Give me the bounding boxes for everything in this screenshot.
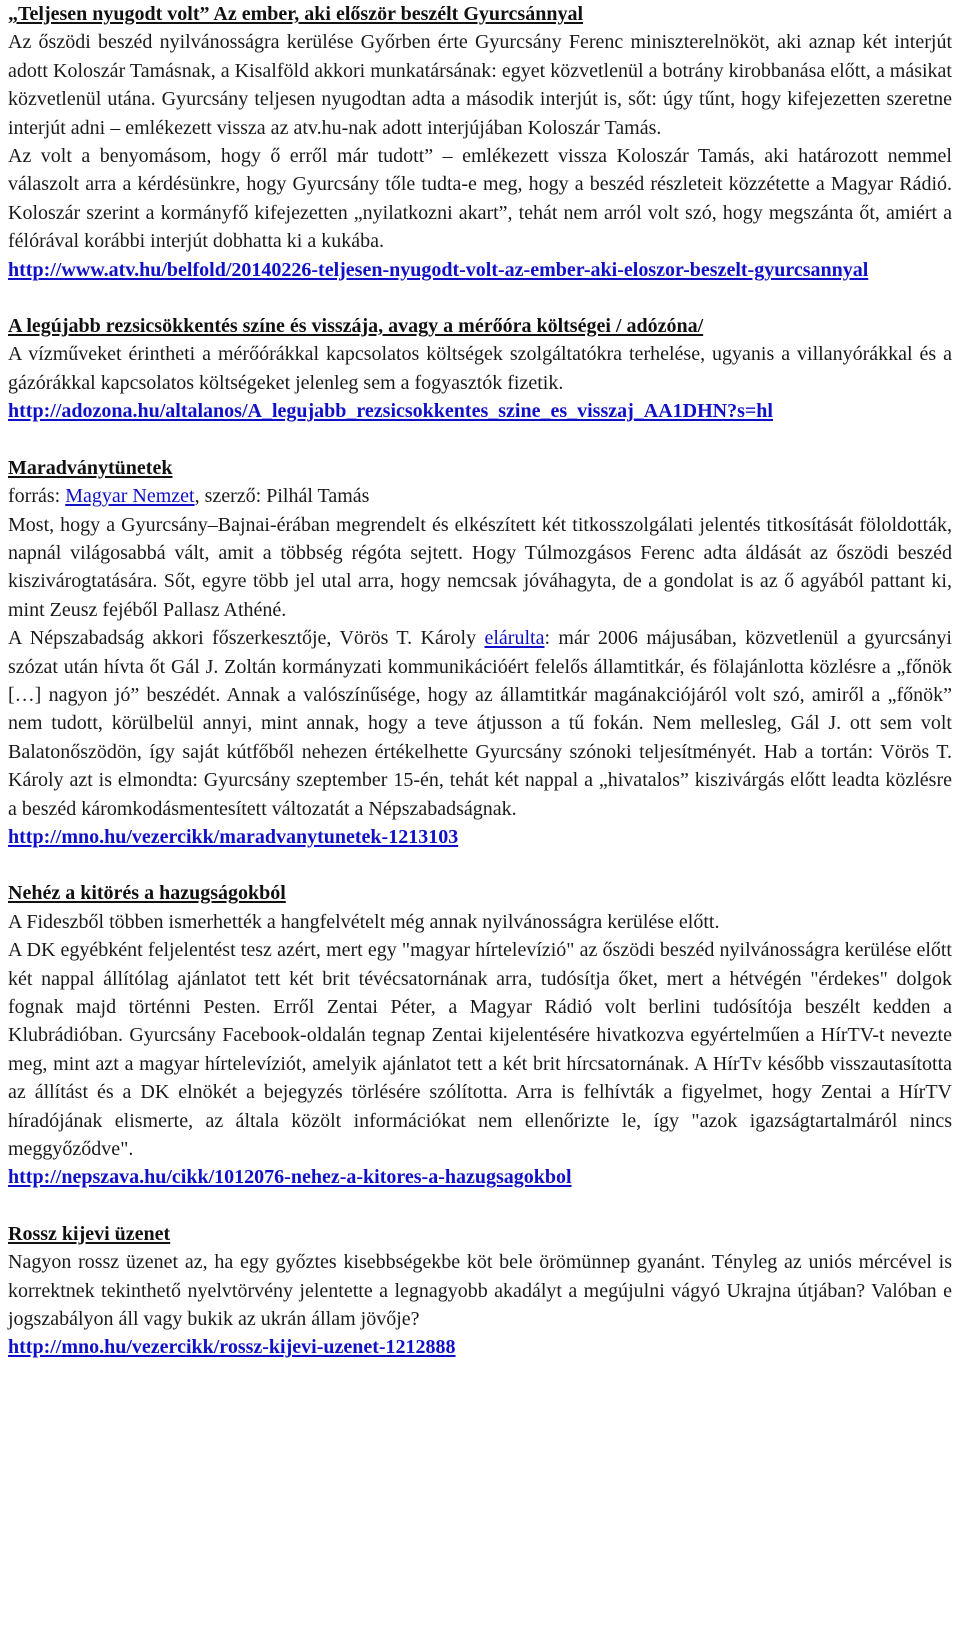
article-source-link[interactable]: http://adozona.hu/altalanos/A_legujabb_rezsicsokkentes_szine_es_visszaj_AA1DHN?s=hl [8,400,773,423]
article-title: „Teljesen nyugodt volt” Az ember, aki először beszélt Gyurcsánnyal [8,3,583,25]
article-paragraph: A DK egyébként feljelentést tesz azért, mert egy "magyar hírtelevízió" az őszödi beszéd nyilvánosságra kerülése előtt két nappal állítólag ajánlatot tett két brit tévécsatornának arra, tudósítja őket, mert a hétvégén "érdekes" dolgok fognak majd történni Pesten. Erről Zentai Péter, a Magyar Rádió volt berlini tudósítója beszélt kedden a Klubrádióban. Gyurcsány Facebook-oldalán tegnap Zentai kijelentésére hivatkozva egyértelműen a HírTV-t nevezte meg, mint azt a magyar hírtelevíziót, amelyik ajánlatot tett a két brit hírcsatornának. A HírTv később visszautasította az állítást és a DK elnökét a bejegyzés törlésére szólította. Arra is felhívták a figyelmet, hogy Zentai a HírTV híradójának elismerte, az általa közölt információkat nem ellenőrizte le, így "azok igazságtartalmáról nincs meggyőződve". [8,939,952,1161]
source-link-magyar-nemzet[interactable]: Magyar Nemzet [65,485,195,508]
article-paragraph: Az őszödi beszéd nyilvánosságra kerülése Győrben érte Gyurcsány Ferenc miniszterelnököt, aki aznap két interjút adott Koloszár Tamásnak, a Kisalföld akkori munkatársának: egyet közvetlenül a botrány kirobbanása előtt, a másikat közvetlenül utána. Gyurcsány teljesen nyugodtan adta a második interjút is, sőt: úgy tűnt, hogy kifejezetten szeretne interjút adni – emlékezett vissza az atv.hu-nak adott interjújában Koloszár Tamás. [8,31,952,139]
article-rossz-kijevi-uzenet [8,1220,952,1362]
article-source-line [8,482,952,510]
article-paragraph: A vízműveket érintheti a mérőórákkal kapcsolatos költségek szolgáltatókra terhelése, ugyanis a villanyórákkal és a gázórákkal kapcsolatos költségeket jelenleg sem a fogyasztók fizetik. [8,343,952,394]
article-rezsicsokkentes [8,312,952,426]
article-gyurcsany-interview [8,0,952,284]
article-title: Maradványtünetek [8,456,173,479]
article-title: Rossz kijevi üzenet [8,1222,171,1245]
article-source-link[interactable]: http://nepszava.hu/cikk/1012076-nehez-a-kitores-a-hazugsagokbol [8,1166,572,1189]
article-source-link[interactable]: http://www.atv.hu/belfold/20140226-teljesen-nyugodt-volt-az-ember-aki-eloszor-beszelt-gyurcsannyal [8,258,869,281]
article-maradvanytunetek [8,454,952,852]
article-title: A legújabb rezsicsökkentés színe és visszája, avagy a mérőóra költségei / adózóna/ [8,315,704,338]
article-paragraph: Az volt a benyomásom, hogy ő erről már tudott” – emlékezett vissza Koloszár Tamás, aki határozott nemmel válaszolt arra a kérdésünkre, hogy Gyurcsány tőle tudta-e meg, hogy a beszéd részleteit közzétette a Magyar Rádió. Koloszár szerint a kormányfő kifejezetten „nyilatkozni akart”, tehát nem arról volt szó, hogy megszánta őt, amiért a félórával korábbi interjút dobhatta ki a kukába. [8,145,952,253]
source-prefix: forrás: [8,485,66,508]
article-paragraph [8,624,952,823]
paragraph-text: A Népszabadság akkori főszerkesztője, Vörös T. Károly [8,627,485,650]
article-paragraph: A Fideszből többen ismerhették a hangfelvételt még annak nyilvánosságra kerülése előtt. [8,910,720,933]
article-paragraph: Most, hogy a Gyurcsány–Bajnai-érában megrendelt és elkészített két titkosszolgálati jelentés titkosítását föloldották, napnál világosabbá vált, amit a többség régóta sejtett. Hogy Túlmozgásos Ferenc adta áldását az őszödi beszéd kiszivárogtatására. Sőt, egyre több jel utal arra, hogy nemcsak jóváhagyta, de a gondolat is az ő agyából pattant ki, mint Zeusz fejéből Pallasz Athéné. [8,513,952,621]
article-paragraph: Nagyon rossz üzenet az, ha egy győztes kisebbségekbe köt bele örömünnep gyanánt. Tényleg az uniós mércével is korrektnek tekinthető nyelvtörvény jelentette a legnagyobb akadályt a megújulni vágyó Ukrajna útjában? Valóban e jogszabályon áll vagy bukik az ukrán állam jövője? [8,1251,952,1331]
inline-link-elarulta[interactable]: elárulta [484,627,545,650]
source-suffix: , szerző: Pilhál Tamás [194,485,370,508]
paragraph-text: : már 2006 májusában, közvetlenül a gyurcsányi szózat után hívta őt Gál J. Zoltán kormányzati kommunikációért felelős államtitkár, és fölajánlotta közlésre a „főnök […] nagyon jó” beszédét. Annak a valószínűsége, hogy az államtitkár magánakciójáról volt szó, amiről a „főnök” nem tudott, körülbelül annyi, mint annak, hogy a teve átjusson a tű fokán. Nem mellesleg, Gál J. ott sem volt Balatonőszödön, így saját kútfőből nehezen értékelhette Gyurcsány szónoki teljesítményét. Hab a tortán: Vörös T. Károly azt is elmondta: Gyurcsány szeptember 15-én, tehát két nappal a „hivatalos” kiszivárgás előtt leadta közlésre a beszéd káromkodásmentesített változatát a Népszabadságnak. [8,627,952,820]
article-nehez-a-kitores [8,879,952,1191]
article-source-link[interactable]: http://mno.hu/vezercikk/maradvanytunetek-1213103 [8,825,459,848]
article-source-link[interactable]: http://mno.hu/vezercikk/rossz-kijevi-uzenet-1212888 [8,1336,456,1359]
article-title: Nehéz a kitörés a hazugságokból [8,882,286,905]
